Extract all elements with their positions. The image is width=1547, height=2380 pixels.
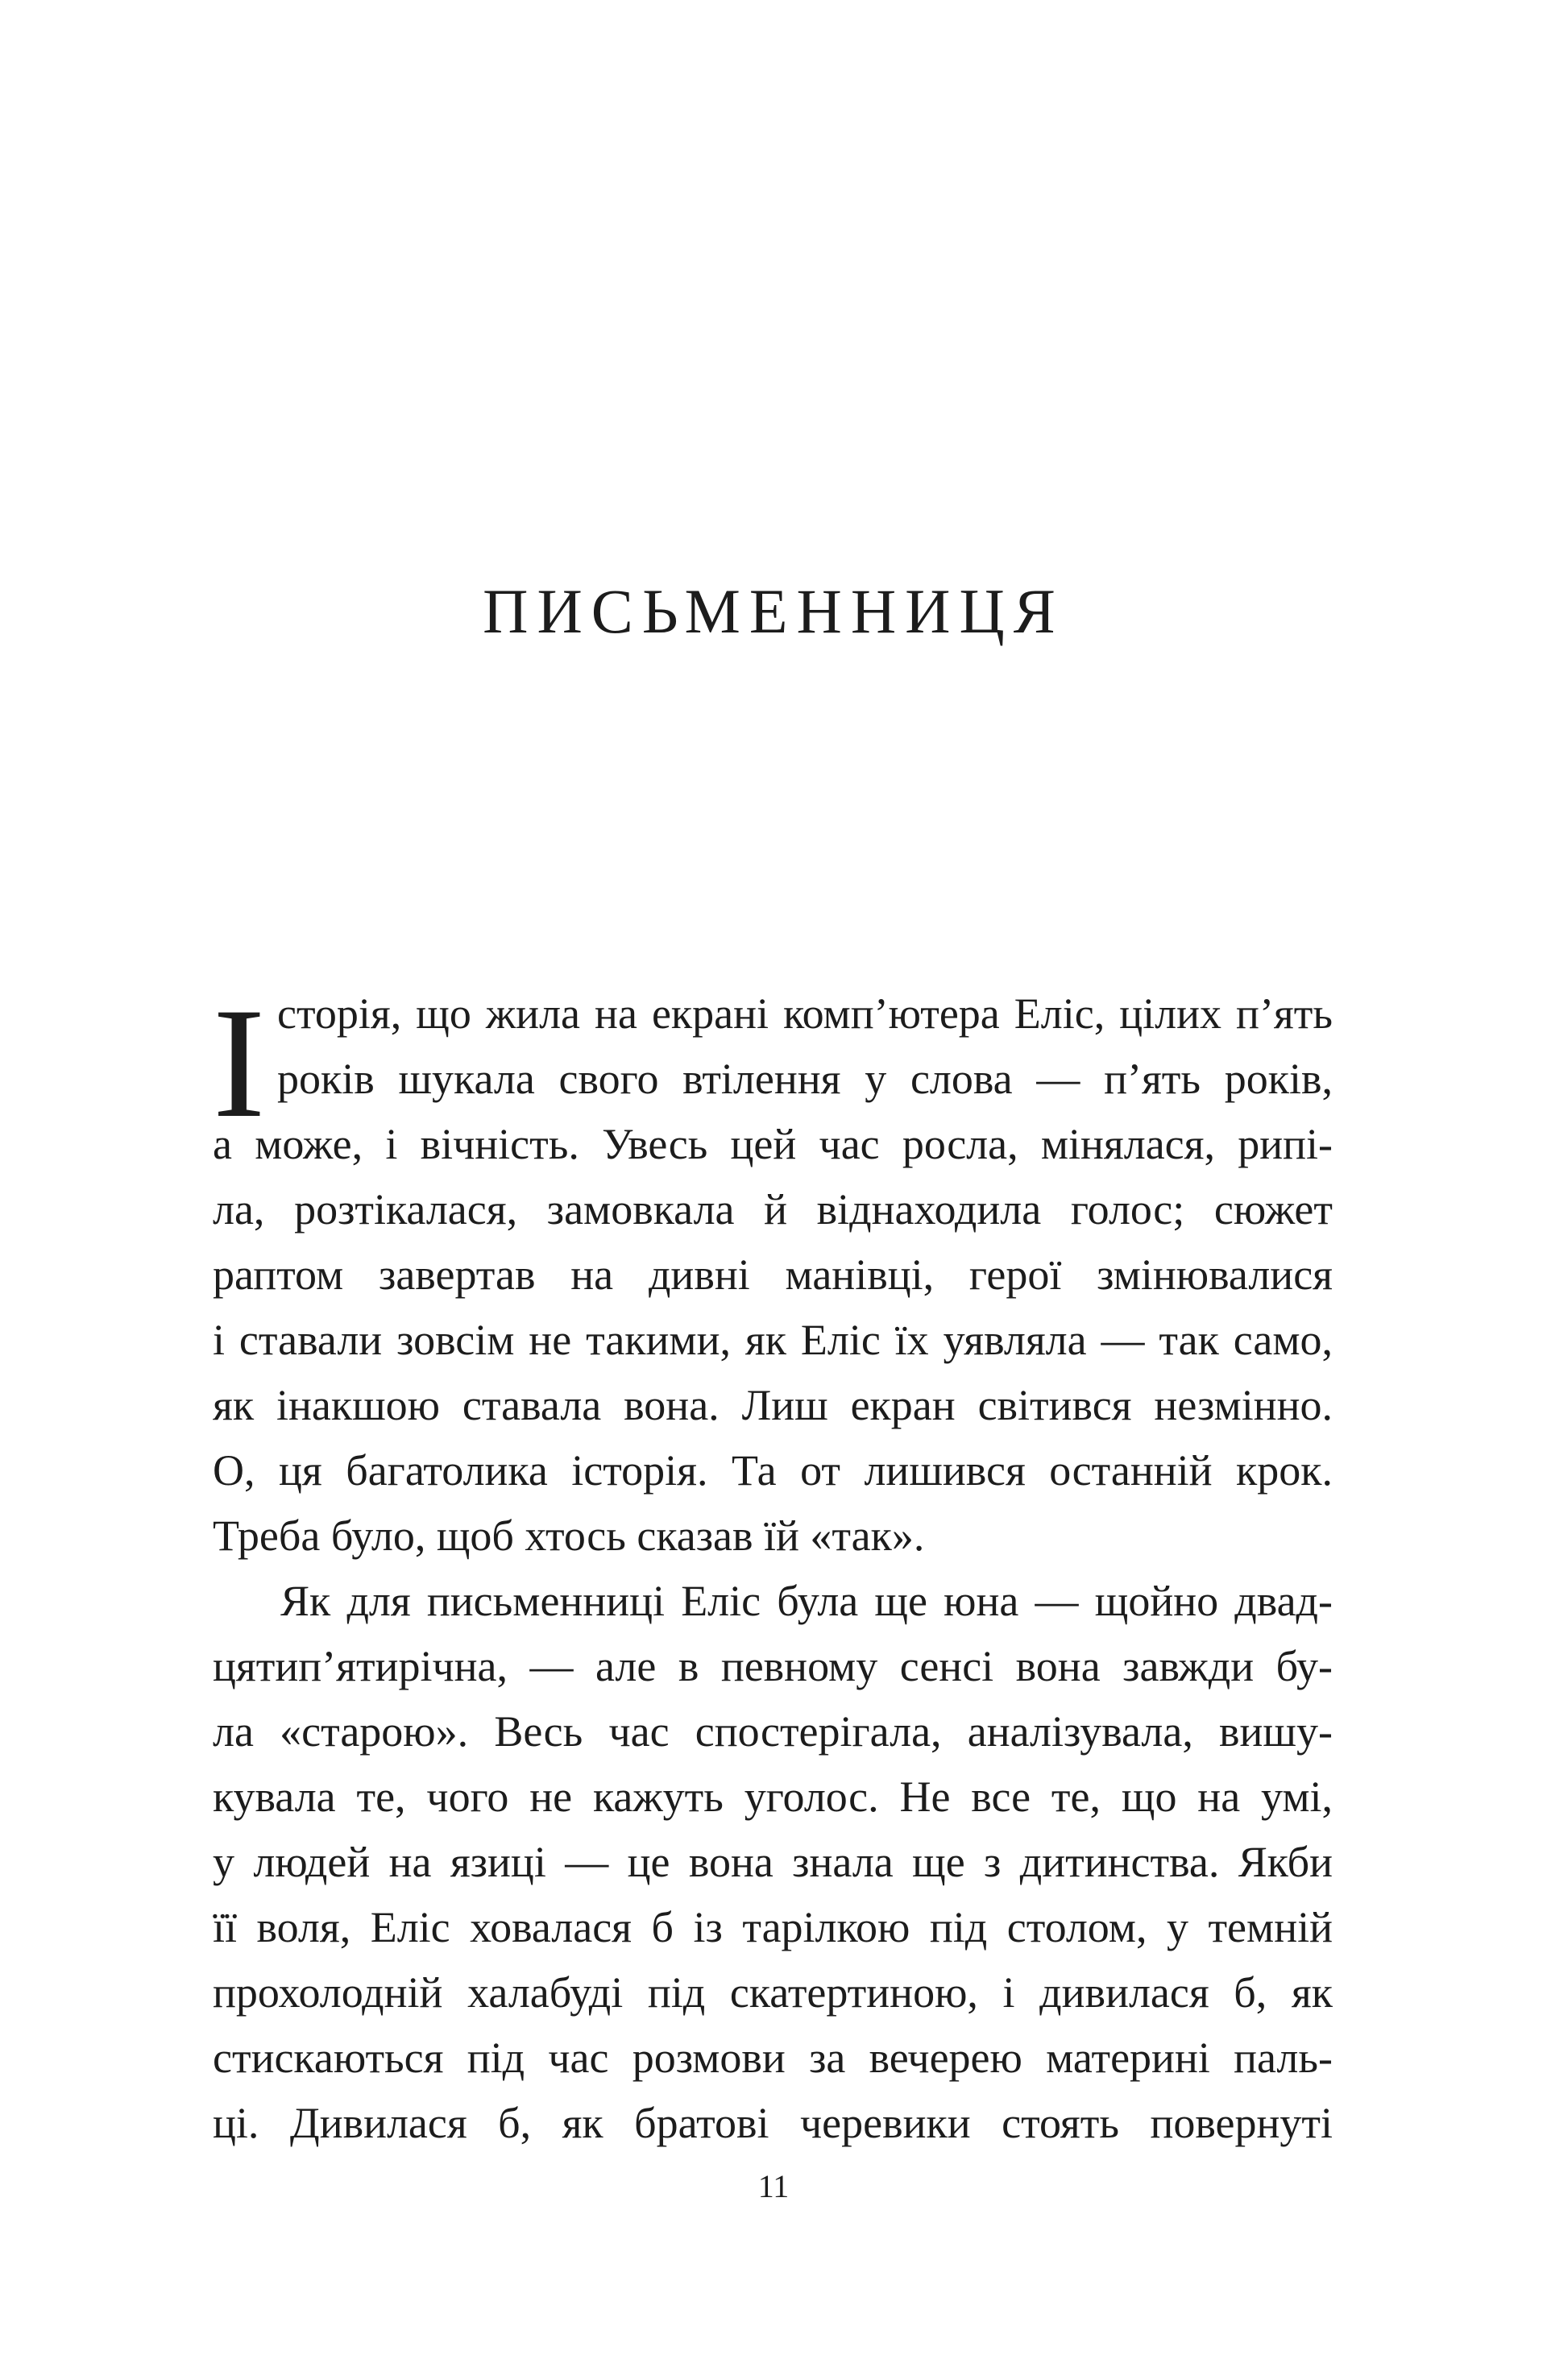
text-line: її воля, Еліс ховалася б із тарілкою під столом, у темній [213, 1903, 1333, 1951]
chapter-title: ПИСЬМЕННИЦЯ [483, 576, 1064, 646]
chapter-body-text [213, 976, 1333, 2156]
drop-cap-letter: І [213, 976, 266, 1151]
text-line: цятип’ятирічна, — але в певному сенсі вона завжди бу- [213, 1642, 1333, 1690]
text-line: і ставали зовсім не такими, як Еліс їх уявляла — так само, [213, 1316, 1333, 1364]
text-line: у людей на язиці — це вона знала ще з дитинства. Якби [213, 1838, 1333, 1886]
text-line: кувала те, чого не кажуть уголос. Не все те, що на умі, [213, 1773, 1333, 1821]
text-line: років шукала свого втілення у слова — п’ять років, [277, 1055, 1333, 1103]
text-line: ла «старою». Весь час спостерігала, аналізувала, вишу- [213, 1707, 1333, 1756]
text-line: Треба було, щоб хтось сказав їй «так». [213, 1511, 925, 1560]
text-line: прохолодній халабуді під скатертиною, і дивилася б, як [213, 1968, 1333, 2017]
text-line: як інакшою ставала вона. Лиш екран світився незмінно. [213, 1381, 1333, 1429]
text-line: раптом завертав на дивні манівці, герої змінювалися [213, 1250, 1333, 1299]
text-line: а може, і вічність. Увесь цей час росла, мінялася, рипі- [213, 1120, 1333, 1168]
text-line: Як для письменниці Еліс була ще юна — щойно двад- [280, 1577, 1333, 1625]
text-line: ла, розтікалася, замовкала й віднаходила голос; сюжет [213, 1185, 1333, 1234]
text-line: ці. Дивилася б, як братові черевики стоять повернуті [213, 2099, 1333, 2147]
text-line: стискаються під час розмови за вечерею материні паль- [213, 2034, 1333, 2082]
page-number: 11 [757, 2168, 790, 2204]
text-line: сторія, що жила на екрані комп’ютера Еліс, цілих п’ять [277, 989, 1333, 1038]
text-line: О, ця багатолика історія. Та от лишився останній крок. [213, 1446, 1333, 1495]
